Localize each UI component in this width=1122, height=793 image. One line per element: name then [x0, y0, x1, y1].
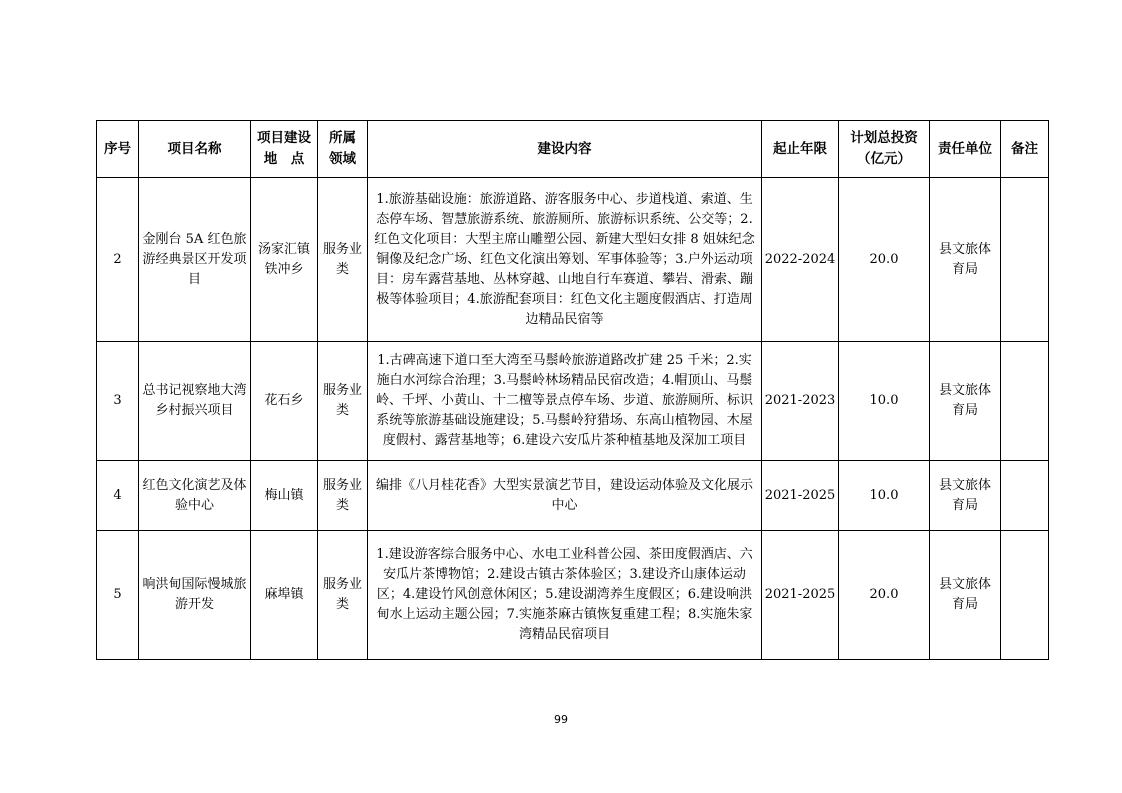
cell-unit-text: 县文旅体育局 — [938, 241, 991, 277]
cell-location-text: 梅山镇 — [264, 487, 304, 503]
cell-domain — [318, 531, 368, 660]
cell-content: 1.建设游客综合服务中心、水电工业科普公园、茶田度假酒店、六安瓜片茶博物馆；2.建设古镇古茶体验区；3.建设齐山康体运动区；4.建设竹风创意休闲区；5.建设湖湾养生度假区；6.建设响洪甸水上运动主题公园；7.实施茶麻古镇恢复重建工程；8.实施朱家湾精品民宿项目 — [368, 531, 762, 660]
header-location-line1: 项目建设 — [257, 130, 311, 146]
cell-domain-text: 服务业类 — [322, 241, 362, 277]
header-investment — [839, 121, 930, 178]
cell-unit-text: 县文旅体育局 — [938, 577, 991, 612]
cell-domain-text: 服务业类 — [322, 383, 362, 418]
cell-name-text: 红色文化演艺及体验中心 — [142, 477, 247, 513]
cell-period: 2022-2024 — [762, 178, 839, 342]
header-location-line2: 地 点 — [263, 151, 305, 167]
cell-investment: 20.0 — [839, 178, 930, 342]
header-domain — [318, 121, 368, 178]
cell-name — [139, 531, 251, 660]
header-content: 建设内容 — [368, 121, 762, 178]
cell-note — [1001, 178, 1049, 342]
cell-domain — [318, 461, 368, 531]
header-investment-line2: （亿元） — [857, 151, 911, 167]
cell-location-text: 汤家汇镇铁冲乡 — [257, 241, 310, 277]
header-investment-line1: 计划总投资 — [850, 130, 918, 146]
cell-location — [251, 178, 318, 342]
cell-unit — [930, 531, 1001, 660]
cell-name-text: 总书记视察地大湾乡村振兴项目 — [142, 383, 247, 418]
cell-unit — [930, 342, 1001, 461]
cell-content: 1.古碑高速下道口至大湾至马鬃岭旅游道路改扩建 25 千米；2.实施白水河综合治理；3.马鬃岭林场精品民宿改造；4.帽顶山、马鬃岭、千坪、小黄山、十二檀等景点停车场、步道、旅游厕所、标识系统等旅游基础设施建设；5.马鬃岭狩猎场、东高山植物园、木屋度假村、露营基地等；6.建设六安瓜片茶种植基地及深加工项目 — [368, 342, 762, 461]
cell-note — [1001, 461, 1049, 531]
table-row — [97, 178, 1049, 342]
table-row — [97, 531, 1049, 660]
header-domain-line1: 所属 — [329, 130, 356, 146]
cell-seq: 3 — [97, 342, 139, 461]
page-number: 99 — [554, 713, 568, 726]
cell-location-text: 花石乡 — [264, 393, 304, 408]
cell-name — [139, 342, 251, 461]
cell-period: 2021-2025 — [762, 531, 839, 660]
cell-unit — [930, 461, 1001, 531]
cell-domain — [318, 178, 368, 342]
cell-seq: 5 — [97, 531, 139, 660]
cell-investment: 10.0 — [839, 461, 930, 531]
cell-name — [139, 461, 251, 531]
cell-name-text: 金刚台 5A 红色旅游经典景区开发项目 — [142, 231, 247, 287]
cell-domain-text: 服务业类 — [322, 577, 362, 612]
cell-content: 1.旅游基础设施：旅游道路、游客服务中心、步道栈道、索道、生态停车场、智慧旅游系统、旅游厕所、旅游标识系统、公交等；2.红色文化项目：大型主席山雕塑公园、新建大型妇女排 8 姐妹纪念铜像及纪念广场、红色文化演出筹划、军事体验等；3.户外运动项目：房车露营基地、丛林穿越、山地自行车赛道、攀岩、滑索、蹦极等体验项目；4.旅游配套项目：红色文化主题度假酒店、打造周边精品民宿等 — [368, 178, 762, 342]
cell-domain — [318, 342, 368, 461]
cell-location — [251, 461, 318, 531]
project-table — [96, 120, 1049, 660]
cell-seq: 2 — [97, 178, 139, 342]
header-period: 起止年限 — [762, 121, 839, 178]
cell-investment: 20.0 — [839, 531, 930, 660]
cell-unit-text: 县文旅体育局 — [938, 477, 991, 513]
cell-period: 2021-2025 — [762, 461, 839, 531]
cell-unit — [930, 178, 1001, 342]
cell-name-text: 响洪甸国际慢城旅游开发 — [142, 577, 247, 612]
header-seq: 序号 — [97, 121, 139, 178]
cell-name — [139, 178, 251, 342]
cell-seq: 4 — [97, 461, 139, 531]
cell-domain-text: 服务业类 — [322, 477, 362, 513]
header-location — [251, 121, 318, 178]
cell-investment: 10.0 — [839, 342, 930, 461]
header-name: 项目名称 — [139, 121, 251, 178]
header-note: 备注 — [1001, 121, 1049, 178]
cell-unit-text: 县文旅体育局 — [938, 383, 991, 418]
table-row — [97, 461, 1049, 531]
header-domain-line2: 领域 — [329, 151, 356, 167]
cell-location — [251, 531, 318, 660]
cell-location — [251, 342, 318, 461]
cell-content: 编排《八月桂花香》大型实景演艺节目，建设运动体验及文化展示中心 — [368, 461, 762, 531]
cell-location-text: 麻埠镇 — [264, 587, 304, 602]
header-unit: 责任单位 — [930, 121, 1001, 178]
cell-note — [1001, 342, 1049, 461]
cell-note — [1001, 531, 1049, 660]
cell-period: 2021-2023 — [762, 342, 839, 461]
table-row — [97, 342, 1049, 461]
header-row — [97, 121, 1049, 178]
